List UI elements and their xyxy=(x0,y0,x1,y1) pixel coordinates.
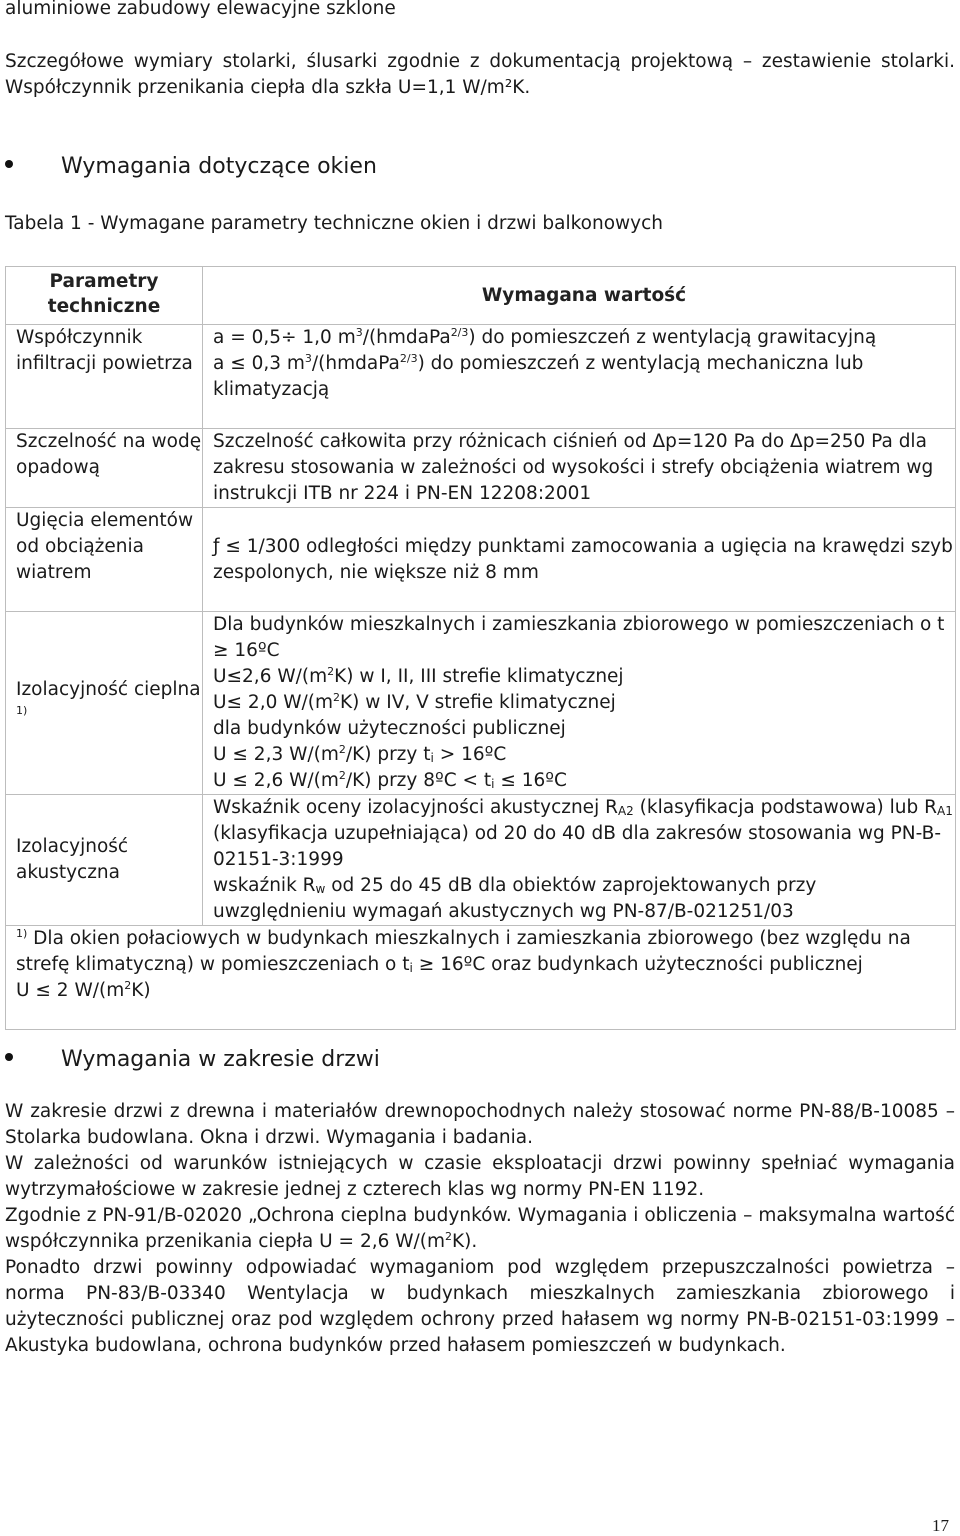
value-line: U ≤ 2,6 $W/(m^2/K)$ przy 8ºC < $t_i$ ≤ 16ºC xyxy=(213,769,567,791)
section-heading-windows-text: Wymagania dotyczące okien xyxy=(61,154,377,179)
value-line: wskaźnik $R_w$ od 25 do 45 dB dla obiektów zaprojektowanych przy uwzględnieniu wymagań akustycznych wg PN-87/B-021251/03 xyxy=(213,875,817,922)
table-header-row xyxy=(6,267,956,325)
value-line: U≤ 2,0 $W/(m^2K)$ w IV, V strefie klimatycznej xyxy=(213,691,616,713)
doors-paragraph: W zależności od warunków istniejących w czasie eksploatacji drzwi powinny spełniać wymagania wytrzymałościowe w zakresie jednej z czterech klas wg normy PN-EN 1192. xyxy=(5,1153,955,1200)
param-cell: Izolacyjność cieplna $^{1)}$ xyxy=(6,612,203,795)
doors-paragraph: W zakresie drzwi z drewna i materiałów drewnopochodnych należy stosować norme PN-88/B-10085 – Stolarka budowlana. Okna i drzwi. Wymagania i badania. xyxy=(5,1101,955,1148)
table-caption: Tabela 1 - Wymagane parametry techniczne okien i drzwi balkonowych xyxy=(5,213,663,234)
table-footnote xyxy=(6,926,956,1030)
value-line: a ≤ 0,3 $m^3/(hmdaPa^{2/3})$ do pomieszczeń z wentylacją mechaniczna lub klimatyzacją xyxy=(213,352,864,400)
requirements-table xyxy=(5,266,956,1030)
value-cell xyxy=(203,508,956,612)
value-line: Dla budynków mieszkalnych i zamieszkania zbiorowego w pomieszczeniach o t ≥ 16ºC xyxy=(213,614,945,661)
doors-paragraph: Zgodnie z PN-91/B-02020 „Ochrona cieplna budynków. Wymagania i obliczenia – maksymalna wartość współczynnika przenikania ciepła U = 2,6 $W/(m^2K)$. xyxy=(5,1205,955,1252)
doors-paragraph: Ponadto drzwi powinny odpowiadać wymaganiom pod względem przepuszczalności powietrza – norma PN-83/B-03340 Wentylacja w budynkach mieszkalnych zamieszkania zbiorowego i użyteczności publicznej oraz pod względem ochrony przed hałasem wg normy PN-B-02151-03:1999 – Akustyka budowlana, ochrona budynków przed hałasem pomieszczeń w budynkach. xyxy=(5,1257,955,1356)
value-line: ƒ ≤ 1/300 odległości między punktami zamocowania a ugięcia na krawędzi szyb zespolonych, nie większe niż 8 mm xyxy=(213,536,953,583)
param-cell: Szczelność na wodę opadową xyxy=(6,429,203,508)
value-line: U≤2,6 $W/(m^2K)$ w I, II, III strefie klimatycznej xyxy=(213,665,624,687)
dimensions-paragraph: Szczegółowe wymiary stolarki, ślusarki zgodnie z dokumentacją projektową – zestawienie stolarki. Współczynnik przenikania ciepła dla szkła U=1,1 W/m²K. xyxy=(5,51,955,98)
page-number: 17 xyxy=(932,1516,949,1535)
table-row xyxy=(6,325,956,429)
value-line: Wskaźnik oceny izolacyjności akustycznej $R_{A2}$ (klasyfikacja podstawowa) lub $R_{A1}$ (klasyfikacja uzupełniająca) od 20 do 40 dB dla zakresów stosowania wg PN-B-02151-3:1999 xyxy=(213,797,953,870)
section-heading-windows xyxy=(5,153,377,181)
header-parameters: Parametry techniczne xyxy=(6,267,203,325)
param-cell: Izolacyjność akustyczna xyxy=(6,795,203,926)
param-cell: Współczynnik infiltracji powietrza xyxy=(6,325,203,429)
value-line: a = 0,5÷ 1,0 $m^3/(hmdaPa^{2/3})$ do pomieszczeń z wentylacją grawitacyjną xyxy=(213,326,877,348)
section-heading-doors-text: Wymagania w zakresie drzwi xyxy=(61,1047,380,1072)
value-line: U ≤ 2,3 $W/(m^2/K)$ przy $t_i$ > 16ºC xyxy=(213,743,507,765)
value-line: Szczelność całkowita przy różnicach ciśnień od Δp=120 Pa do Δp=250 Pa dla zakresu stosowania w zależności od wysokości i strefy obciążenia wiatrem wg instrukcji ITB nr 224 i PN-EN 12208:2001 xyxy=(213,431,934,504)
table-footnote-row xyxy=(6,926,956,1030)
intro-line: aluminiowe zabudowy elewacyjne szklone xyxy=(5,0,396,19)
footnote-line: U ≤ 2 $W/(m^2K)$ xyxy=(16,979,151,1001)
table-row xyxy=(6,612,956,795)
value-cell xyxy=(203,795,956,926)
param-cell: Ugięcia elementów od obciążenia wiatrem xyxy=(6,508,203,612)
bullet-icon xyxy=(5,160,13,168)
bullet-icon xyxy=(5,1053,13,1061)
table-row xyxy=(6,429,956,508)
table-row xyxy=(6,508,956,612)
value-line: dla budynków użyteczności publicznej xyxy=(213,718,566,739)
value-cell xyxy=(203,612,956,795)
table-row xyxy=(6,795,956,926)
header-required-value: Wymagana wartość xyxy=(203,267,956,325)
value-cell xyxy=(203,325,956,429)
value-cell xyxy=(203,429,956,508)
footnote-line: $^{1)}$ Dla okien połaciowych w budynkach mieszkalnych i zamieszkania zbiorowego (bez względu na strefę klimatyczną) w pomieszczeniach o $t_i$ ≥ 16ºC oraz budynkach użyteczności publicznej xyxy=(16,927,911,975)
section-heading-doors xyxy=(5,1046,380,1074)
